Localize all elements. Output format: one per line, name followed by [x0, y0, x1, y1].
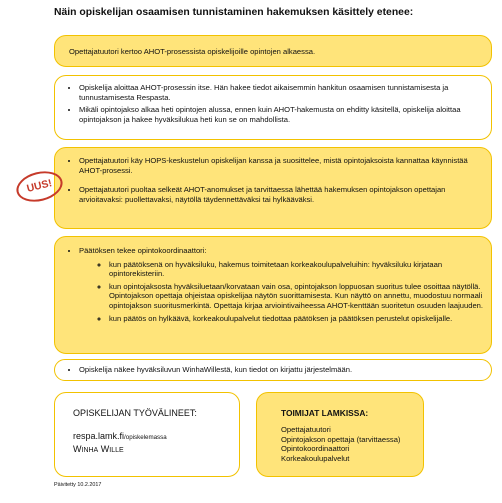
decision-sublist	[79, 260, 485, 324]
step-teacher-tutor-informs	[54, 35, 492, 67]
list-item: • Opettajatuutori puoltaa selkeät AHOT-anomukset ja tarvittaessa lähettää hakemuksen opintojakson opettajan arvioitavaksi: puollettavaksi, näytöllä täydennettäväksi tai hylkääväksi.	[79, 185, 485, 204]
actor-item: Korkeakoulupalvelut	[281, 453, 350, 463]
step4-list	[63, 246, 485, 323]
actor-item: Opintojakson opettaja (tarvittaessa)	[281, 434, 401, 444]
step-student-sees-result	[54, 359, 492, 381]
decision-intro: Päätöksen tekee opintokoordinaattori:	[79, 246, 207, 255]
list-item	[79, 246, 485, 323]
winha-wille-link[interactable]: WINHA WILLE	[73, 444, 124, 454]
list-item: ◦ kun päätös on hylkäävä, korkeakoulupalvelut tiedottaa päätöksen ja päätöksen perustelut opiskelijalle.	[109, 314, 485, 324]
actor-item: Opintokoordinaattori	[281, 444, 350, 454]
step5-list	[63, 365, 485, 375]
list-item: ◦ kun opintojaksosta hyväksiluetaan/korvataan vain osa, opintojakson loppuosan suoritus tulee osoittaa näytöllä. Opintojakson opettaja ohjeistaa opiskelijaa näytön suorittamisesta. Kun näyttö on annettu, muodostuu normaali opintojakson suoritusmerkintä. Opettaja kirjaa arviointivaiheessa AHOT-kenttään suoritetun osuuden laajuuden.	[109, 282, 485, 311]
actors-box	[256, 392, 424, 477]
list-item: ◦ kun päätöksenä on hyväksiluku, hakemus toimitetaan korkeakoulupalveluihin: hyväksiluku kirjataan opintorekisteriin.	[109, 260, 485, 279]
respa-link[interactable]: respa.lamk.fi/opiskelemassa	[73, 431, 167, 441]
step3-list	[63, 156, 485, 204]
list-item: • Mikäli opintojakso alkaa heti opintojen alussa, ennen kuin AHOT-hakemusta on ehditty käsitellä, opiskelija aloittaa opintojakson ja hakee hyväksilukua heti kun se on mahdollista.	[79, 105, 485, 124]
step-hops-discussion	[54, 147, 492, 229]
list-item: • Opiskelija näkee hyväksiluvun WinhaWillestä, kun tiedot on kirjattu järjestelmään.	[79, 365, 485, 375]
tools-heading: OPISKELIJAN TYÖVÄLINEET:	[73, 408, 197, 418]
updated-date: Päivitetty 10.2.2017	[54, 482, 102, 488]
page-title: Näin opiskelijan osaamisen tunnistaminen hakemuksen käsittely etenee:	[54, 7, 414, 18]
step1-text: Opettajatuutori kertoo AHOT-prosessista opiskelijoille opintojen alkaessa.	[69, 47, 316, 56]
actors-heading: TOIMIJAT LAMKISSA:	[281, 408, 369, 418]
step2-list	[63, 83, 485, 124]
list-item: • Opettajatuutori käy HOPS-keskustelun opiskelijan kanssa ja suosittelee, mistä opintojaksoista kannattaa käynnistää AHOT-prosessi.	[79, 156, 485, 175]
step-student-starts	[54, 75, 492, 140]
list-item: • Opiskelija aloittaa AHOT-prosessin itse. Hän hakee tiedot aikaisemmin hankitun osaamisen tunnistamisesta ja tunnustamisesta Respasta.	[79, 83, 485, 102]
actor-item: Opettajatuutori	[281, 425, 331, 434]
new-stamp: UUS!	[13, 167, 66, 207]
step-decision	[54, 236, 492, 354]
student-tools-box	[54, 392, 240, 477]
